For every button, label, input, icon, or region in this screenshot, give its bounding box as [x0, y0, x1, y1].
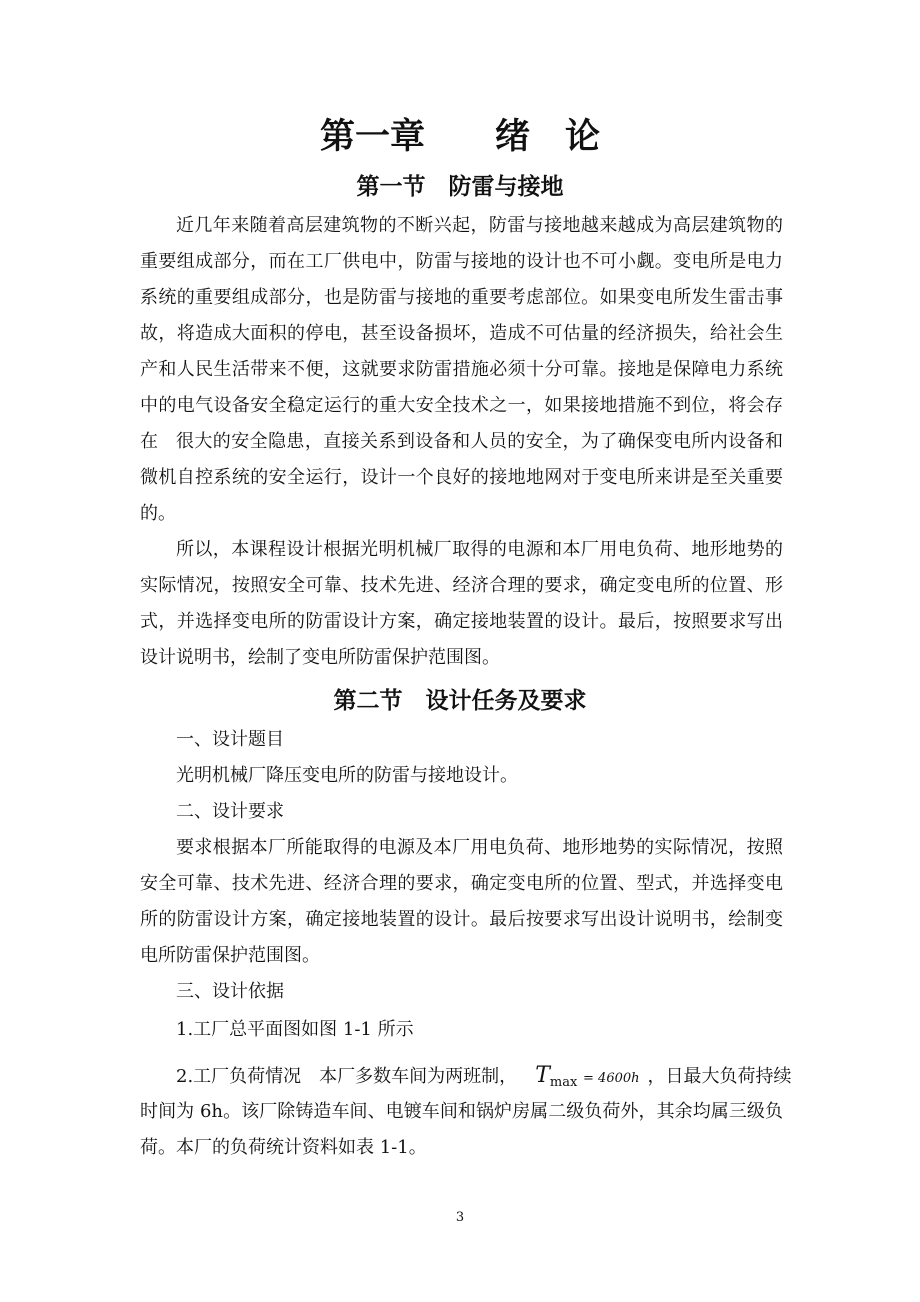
paragraph-scope: 所以，本课程设计根据光明机械厂取得的电源和本厂用电负荷、地形地势的实际情况，按照安全可靠、技术先进、经济合理的要求，确定变电所的位置、形式，并选择变电所的防雷设计方案，确定接地装置的设计。最后，按照要求写出设计说明书，绘制了变电所防雷保护范围图。 [140, 539, 783, 668]
paragraph-intro: 近几年来随着高层建筑物的不断兴起，防雷与接地越来越成为高层建筑物的重要组成部分，而在工厂供电中，防雷与接地的设计也不可小觑。变电所是电力系统的重要组成部分，也是防雷与接地的重要考虑部位。如果变电所发生雷击事故，将造成大面积的停电，甚至设备损坏，造成不可估量的经济损失，给社会生产和人民生活带来不便，这就要求防雷措施必须十分可靠。接地是保障电力系统中的电气设备安全稳定运行的重大安全技术之一，如果接地措施不到位，将会存在 [140, 215, 783, 452]
section-title-design-task: 第二节 设计任务及要求 [333, 688, 587, 714]
tmax-subscript: max [549, 1075, 578, 1090]
heading-design-basis: 三、设计依据 [176, 981, 284, 1002]
tmax-value: = 4600h [583, 1071, 640, 1086]
design-topic-text: 光明机械厂降压变电所的防雷与接地设计。 [176, 765, 518, 786]
basis-item-site-plan: 1.工厂总平面图如图 1-1 所示 [176, 1019, 414, 1040]
basis-item-load-tail: ，日最大负荷持续 [647, 1066, 792, 1087]
paragraph-safety: 很大的安全隐患，直接关系到设备和人员的安全，为了确保变电所内设备和微机自控系统的安全运行，设计一个良好的接地地网对于变电所来讲是至关重要的。 [140, 431, 783, 524]
heading-design-topic: 一、设计题目 [176, 729, 284, 750]
basis-item-load-continuation: 时间为 6h。该厂除铸造车间、电镀车间和锅炉房属二级负荷外，其余均属三级负荷。本厂的负荷统计资料如表 1-1。 [140, 1101, 783, 1158]
page-number: 3 [455, 1210, 465, 1225]
heading-design-requirements: 二、设计要求 [176, 801, 284, 822]
design-requirements-text: 要求根据本厂所能取得的电源及本厂用电负荷、地形地势的实际情况，按照安全可靠、技术先进、经济合理的要求，确定变电所的位置、型式，并选择变电所的防雷设计方案，确定接地装置的设计。最后按要求写出设计说明书，绘制变电所防雷保护范围图。 [140, 837, 783, 966]
chapter-title: 第一章 绪 论 [319, 117, 600, 157]
basis-item-load-lead: 2.工厂负荷情况 本厂多数车间为两班制， [176, 1066, 518, 1087]
section-title-lightning-grounding: 第一节 防雷与接地 [356, 174, 564, 200]
tmax-symbol: T [535, 1063, 550, 1088]
